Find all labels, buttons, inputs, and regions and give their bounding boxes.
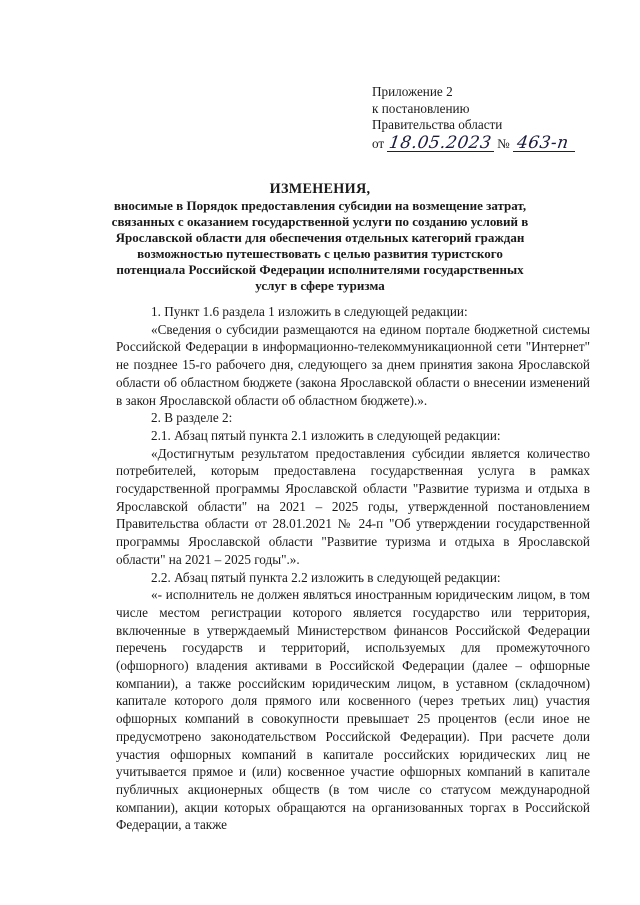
appendix-line-1: Приложение 2 [372,84,453,99]
appendix-line-2: к постановлению [372,100,470,116]
paragraph-4: 2.1. Абзац пятый пункта 2.1 изложить в следующей редакции: [151,427,501,443]
appendix-block [372,84,575,152]
paragraph-1: 1. Пункт 1.6 раздела 1 изложить в следующей редакции: [151,304,468,319]
handwritten-date: 18.05.2023 [388,132,494,153]
document-body [116,303,590,834]
document-subtitle: вносимые в Порядок предоставления субсидии на возмещение затрат, связанных с оказанием государственной услуги по созданию условий в Ярославской области для обеспечения отдельных категорий граждан возможностью путешествовать с целью развития туристского потенциала Российской Федерации исполнителями государственных услуг в сфере туризма [111,198,529,293]
paragraph-5: «Достигнутым результатом предоставления субсидии является количество потребителей, которым предоставлена государственная услуга в рамках государственной программы Ярославской области "Развитие туризма и отдыха в Ярославской области" на 2021 – 2025 годы, утвержденной постановлением Правительства области от 28.01.2021 № 24-п "Об утверждении государственной программы Ярославской области "Развитие туризма и отдыха в Ярославской области" на 2021 – 2025 годы".». [116,445,590,567]
handwritten-number: 463-п [515,132,571,153]
appendix-line-3: Правительства области [372,117,503,132]
paragraph-2: «Сведения о субсидии размещаются на едином портале бюджетной системы Российской Федерации в информационно-телекоммуникационной сети "Интернет" не позднее 15-го рабочего дня, следующего за днем принятия закона Ярославской области об областном бюджете (закона Ярославской области о внесении изменений в закон Ярославской области об областном бюджете).». [116,321,590,408]
from-label: от [372,135,385,151]
paragraph-6: 2.2. Абзац пятый пункта 2.2 изложить в следующей редакции: [151,569,501,585]
appendix-date-number-line [372,132,575,153]
number-label: № [497,135,510,151]
document-title: ИЗМЕНЕНИЯ, [269,181,371,197]
paragraph-7: «- исполнитель не должен являться иностранным юридическим лицом, в том числе местом регистрации которого является государство или территория, включенные в утверждаемый Министерством финансов Российской Федерации перечень государств и территорий, используемых для промежуточного (офшорного) владения активами в Российской Федерации (далее – офшорные компании), а также российским юридическим лицом, в уставном (складочном) капитале которого доля прямого или косвенного (через третьих лиц) участия офшорных компаний в совокупности превышает 25 процентов (если иное не предусмотрено законодательством Российской Федерации). При расчете доли участия офшорных компаний в капитале российских юридических лиц не учитывается прямое и (или) косвенное участие офшорных компаний в капитале публичных акционерных обществ (в том числе со статусом международной компании), акции которых обращаются на организованных торгах в Российской Федерации, а также [116,587,590,833]
paragraph-3: 2. В разделе 2: [151,410,233,426]
